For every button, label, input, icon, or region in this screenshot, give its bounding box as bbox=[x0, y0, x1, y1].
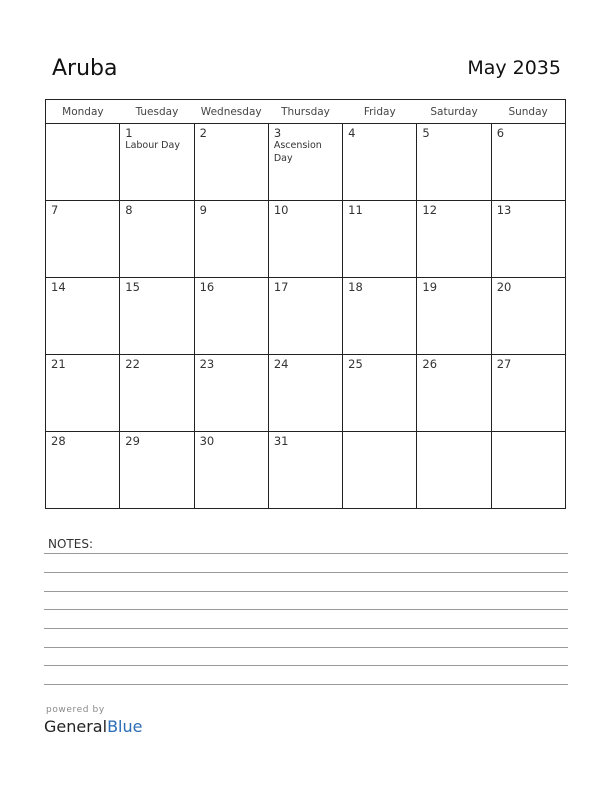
day-number: 13 bbox=[496, 203, 512, 217]
weekday-header: Saturday bbox=[417, 100, 491, 124]
day-cell bbox=[120, 355, 194, 432]
day-number: 2 bbox=[199, 126, 207, 140]
weekday-header: Monday bbox=[46, 100, 120, 124]
day-cell bbox=[268, 124, 342, 201]
day-number: 18 bbox=[348, 280, 363, 294]
day-number: 15 bbox=[125, 280, 140, 294]
day-cell bbox=[268, 432, 342, 509]
day-number: 31 bbox=[273, 434, 289, 448]
day-cell bbox=[46, 124, 120, 201]
note-line bbox=[44, 609, 568, 610]
day-number: 11 bbox=[348, 203, 363, 217]
day-number: 30 bbox=[199, 434, 215, 448]
day-number: 1 bbox=[125, 126, 133, 140]
day-number: 25 bbox=[348, 357, 363, 371]
day-cell bbox=[46, 201, 120, 278]
day-cell bbox=[343, 278, 417, 355]
day-number: 23 bbox=[199, 357, 215, 371]
day-number: 5 bbox=[422, 126, 430, 140]
day-cell bbox=[194, 432, 268, 509]
day-number: 26 bbox=[422, 357, 438, 371]
week-row bbox=[46, 432, 566, 509]
note-line bbox=[44, 572, 568, 573]
day-number: 28 bbox=[51, 434, 66, 448]
day-number: 6 bbox=[496, 126, 505, 140]
note-line bbox=[44, 647, 568, 648]
day-number: 8 bbox=[125, 203, 133, 217]
month-year-title: May 2035 bbox=[467, 57, 561, 79]
day-cell bbox=[343, 432, 417, 509]
note-line bbox=[44, 665, 568, 666]
day-cell bbox=[417, 432, 491, 509]
day-cell bbox=[417, 278, 491, 355]
day-cell bbox=[417, 124, 491, 201]
day-number: 17 bbox=[273, 280, 289, 294]
day-cell bbox=[46, 278, 120, 355]
day-number: 16 bbox=[199, 280, 215, 294]
day-number: 20 bbox=[496, 280, 512, 294]
brand-blue-text: Blue bbox=[107, 717, 143, 736]
weekday-header-row bbox=[46, 100, 566, 124]
day-number: 29 bbox=[125, 434, 140, 448]
weekday-header: Sunday bbox=[491, 100, 565, 124]
notes-label: NOTES: bbox=[48, 537, 93, 551]
generalblue-logo bbox=[44, 717, 142, 736]
day-cell bbox=[343, 355, 417, 432]
day-cell bbox=[120, 278, 194, 355]
day-cell bbox=[46, 432, 120, 509]
day-number: 14 bbox=[51, 280, 66, 294]
week-row bbox=[46, 355, 566, 432]
day-cell bbox=[491, 432, 565, 509]
day-cell bbox=[194, 278, 268, 355]
day-number: 9 bbox=[199, 203, 207, 217]
holiday-label: Labour Day bbox=[125, 140, 180, 151]
note-line bbox=[44, 684, 568, 685]
week-row bbox=[46, 278, 566, 355]
weekday-header: Wednesday bbox=[194, 100, 268, 124]
day-cell bbox=[491, 278, 565, 355]
day-cell bbox=[417, 201, 491, 278]
day-number: 10 bbox=[273, 203, 289, 217]
day-number: 22 bbox=[125, 357, 140, 371]
note-line bbox=[44, 628, 568, 629]
day-cell bbox=[194, 201, 268, 278]
note-line bbox=[44, 553, 568, 554]
day-number: 3 bbox=[273, 126, 282, 140]
powered-by-text: powered by bbox=[46, 705, 105, 715]
day-number: 12 bbox=[422, 203, 438, 217]
day-cell bbox=[194, 124, 268, 201]
day-number: 24 bbox=[273, 357, 289, 371]
day-cell bbox=[343, 201, 417, 278]
day-cell bbox=[268, 355, 342, 432]
day-cell bbox=[194, 355, 268, 432]
day-cell bbox=[491, 124, 565, 201]
day-cell bbox=[46, 355, 120, 432]
country-title: Aruba bbox=[52, 56, 118, 81]
day-number: 27 bbox=[496, 357, 512, 371]
day-cell bbox=[491, 201, 565, 278]
week-row bbox=[46, 201, 566, 278]
day-cell bbox=[268, 201, 342, 278]
day-cell bbox=[417, 355, 491, 432]
note-line bbox=[44, 591, 568, 592]
day-number: 19 bbox=[422, 280, 438, 294]
day-cell bbox=[120, 201, 194, 278]
day-cell bbox=[268, 278, 342, 355]
holiday-label: Ascension Day bbox=[273, 140, 322, 164]
day-number: 21 bbox=[51, 357, 66, 371]
day-number: 7 bbox=[51, 203, 59, 217]
day-cell bbox=[120, 124, 194, 201]
weekday-header: Thursday bbox=[268, 100, 342, 124]
brand-general-text: General bbox=[44, 717, 108, 736]
day-cell bbox=[343, 124, 417, 201]
day-number: 4 bbox=[348, 126, 356, 140]
weekday-header: Friday bbox=[343, 100, 417, 124]
day-cell bbox=[120, 432, 194, 509]
calendar-grid bbox=[45, 99, 566, 509]
day-cell bbox=[491, 355, 565, 432]
weekday-header: Tuesday bbox=[120, 100, 194, 124]
week-row bbox=[46, 124, 566, 201]
